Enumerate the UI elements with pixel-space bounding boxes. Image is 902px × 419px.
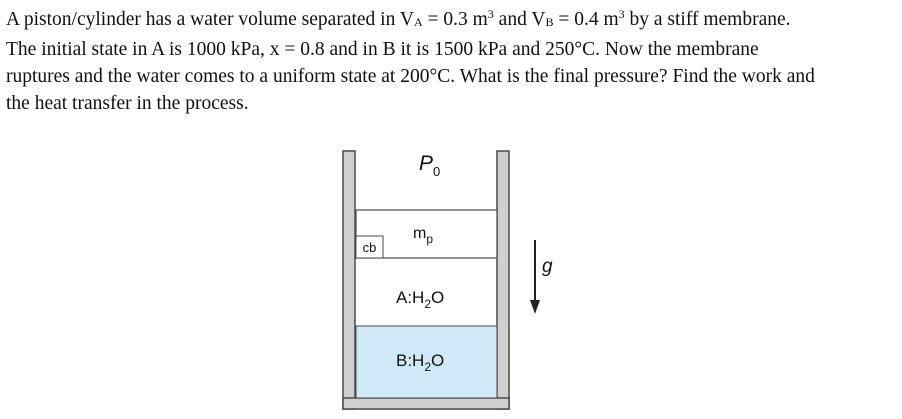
cylinder-left-wall [343,151,355,409]
text-segment: = 0.3 m [422,9,488,30]
text-segment: by a stiff membrane. [624,9,791,30]
superscript-3: 3 [618,7,625,21]
region-b-label: $B:H_2O$ [396,351,445,374]
problem-line-3: ruptures and the water comes to a uniform state at 200°C. What is the final pressure? Find the work and [6,66,815,87]
cylinder-right-wall [497,151,509,409]
superscript-3: 3 [487,7,494,21]
text-segment: and V [493,9,546,30]
cylinder-bottom-wall [343,398,509,409]
text-segment: A piston/cylinder has a water volume separated in V [6,9,414,30]
gravity-arrow-head [530,300,540,314]
region-a-label: $A:H_2O$ [396,288,445,311]
subscript-b: B [545,15,554,29]
problem-line-2: The initial state in A is 1000 kPa, x = 0.8 and in B it is 1500 kPa and 250°C. Now the membrane [6,39,759,60]
problem-line-4: the heat transfer in the process. [6,93,249,114]
atmospheric-pressure-label: $P_0$ [419,152,441,179]
gravity-label: g [542,256,553,277]
subscript-a: A [413,15,423,29]
text-segment: = 0.4 m [553,9,619,30]
piston-mass-label: $m_p$ [413,225,434,246]
stop-label: cb [362,240,377,255]
